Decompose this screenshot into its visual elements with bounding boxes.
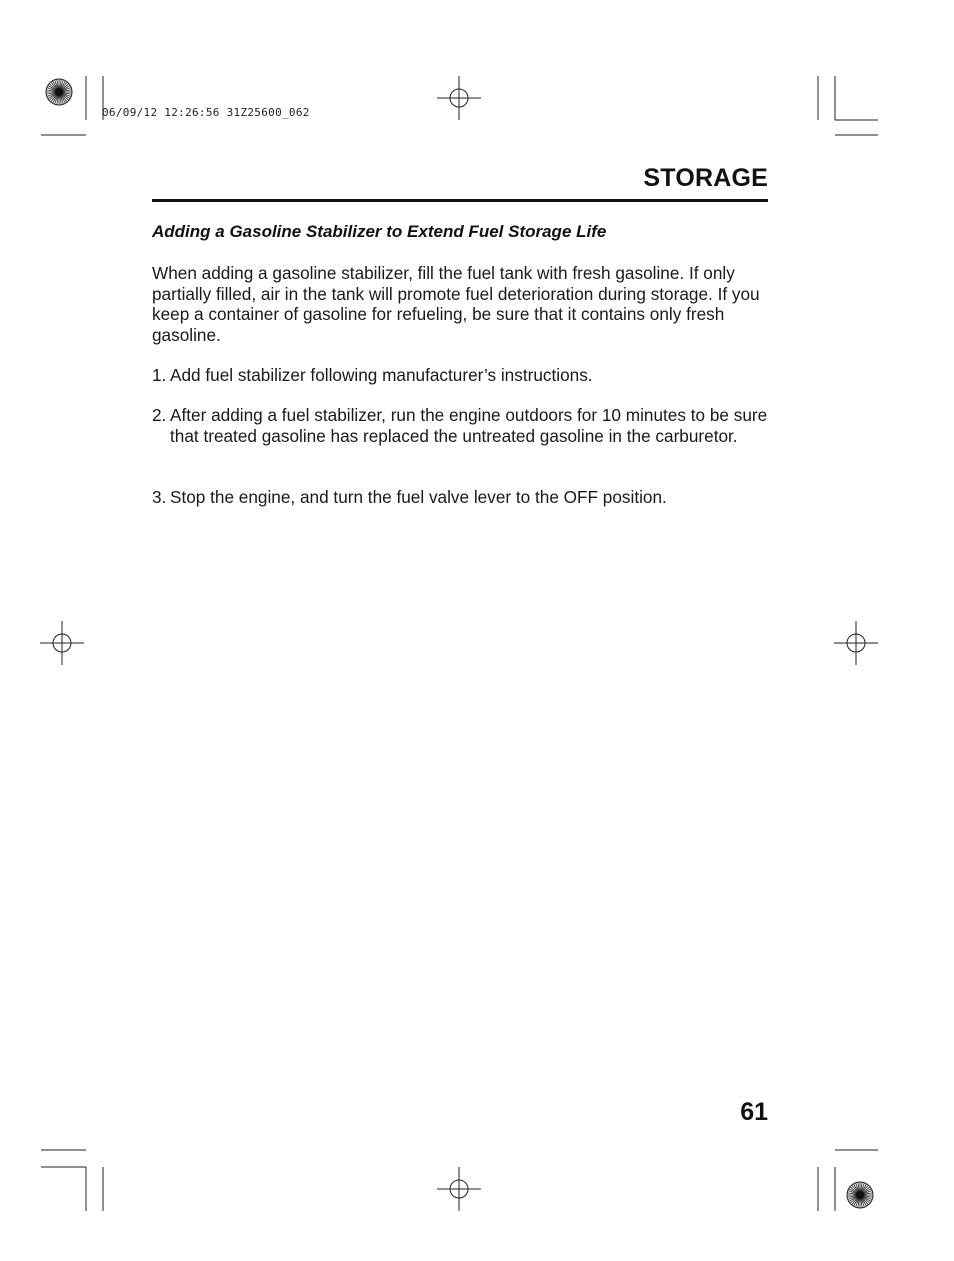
print-timestamp: 06/09/12 12:26:56 31Z25600_062 [102, 106, 310, 119]
step-text: After adding a fuel stabilizer, run the engine outdoors for 10 minutes to be sure that treated gasoline has replaced the untreated gasoline in the carburetor. [170, 405, 768, 446]
section-title: STORAGE [643, 164, 768, 192]
registration-target-top [437, 76, 481, 120]
step-item [152, 405, 772, 446]
registration-target-right [834, 621, 878, 665]
step-number: 2. [152, 405, 167, 425]
starburst-mark-bottom-right [847, 1182, 873, 1208]
registration-target-left [40, 621, 84, 665]
step-number: 1. [152, 365, 167, 385]
step-number: 3. [152, 487, 167, 507]
title-rule [152, 199, 768, 202]
step-item [152, 487, 772, 508]
registration-target-bottom [437, 1167, 481, 1211]
starburst-mark-top-left [46, 79, 72, 105]
step-text: Stop the engine, and turn the fuel valve lever to the OFF position. [170, 487, 667, 507]
step-item [152, 365, 772, 386]
intro-paragraph: When adding a gasoline stabilizer, fill the fuel tank with fresh gasoline. If only partially filled, air in the tank will promote fuel deterioration during storage. If you keep a container of gasoline for refueling, be sure that it contains only fresh gasoline. [152, 263, 760, 345]
step-text: Add fuel stabilizer following manufacturer’s instructions. [170, 365, 593, 385]
page-number: 61 [740, 1098, 768, 1126]
subheading: Adding a Gasoline Stabilizer to Extend Fuel Storage Life [152, 222, 607, 241]
